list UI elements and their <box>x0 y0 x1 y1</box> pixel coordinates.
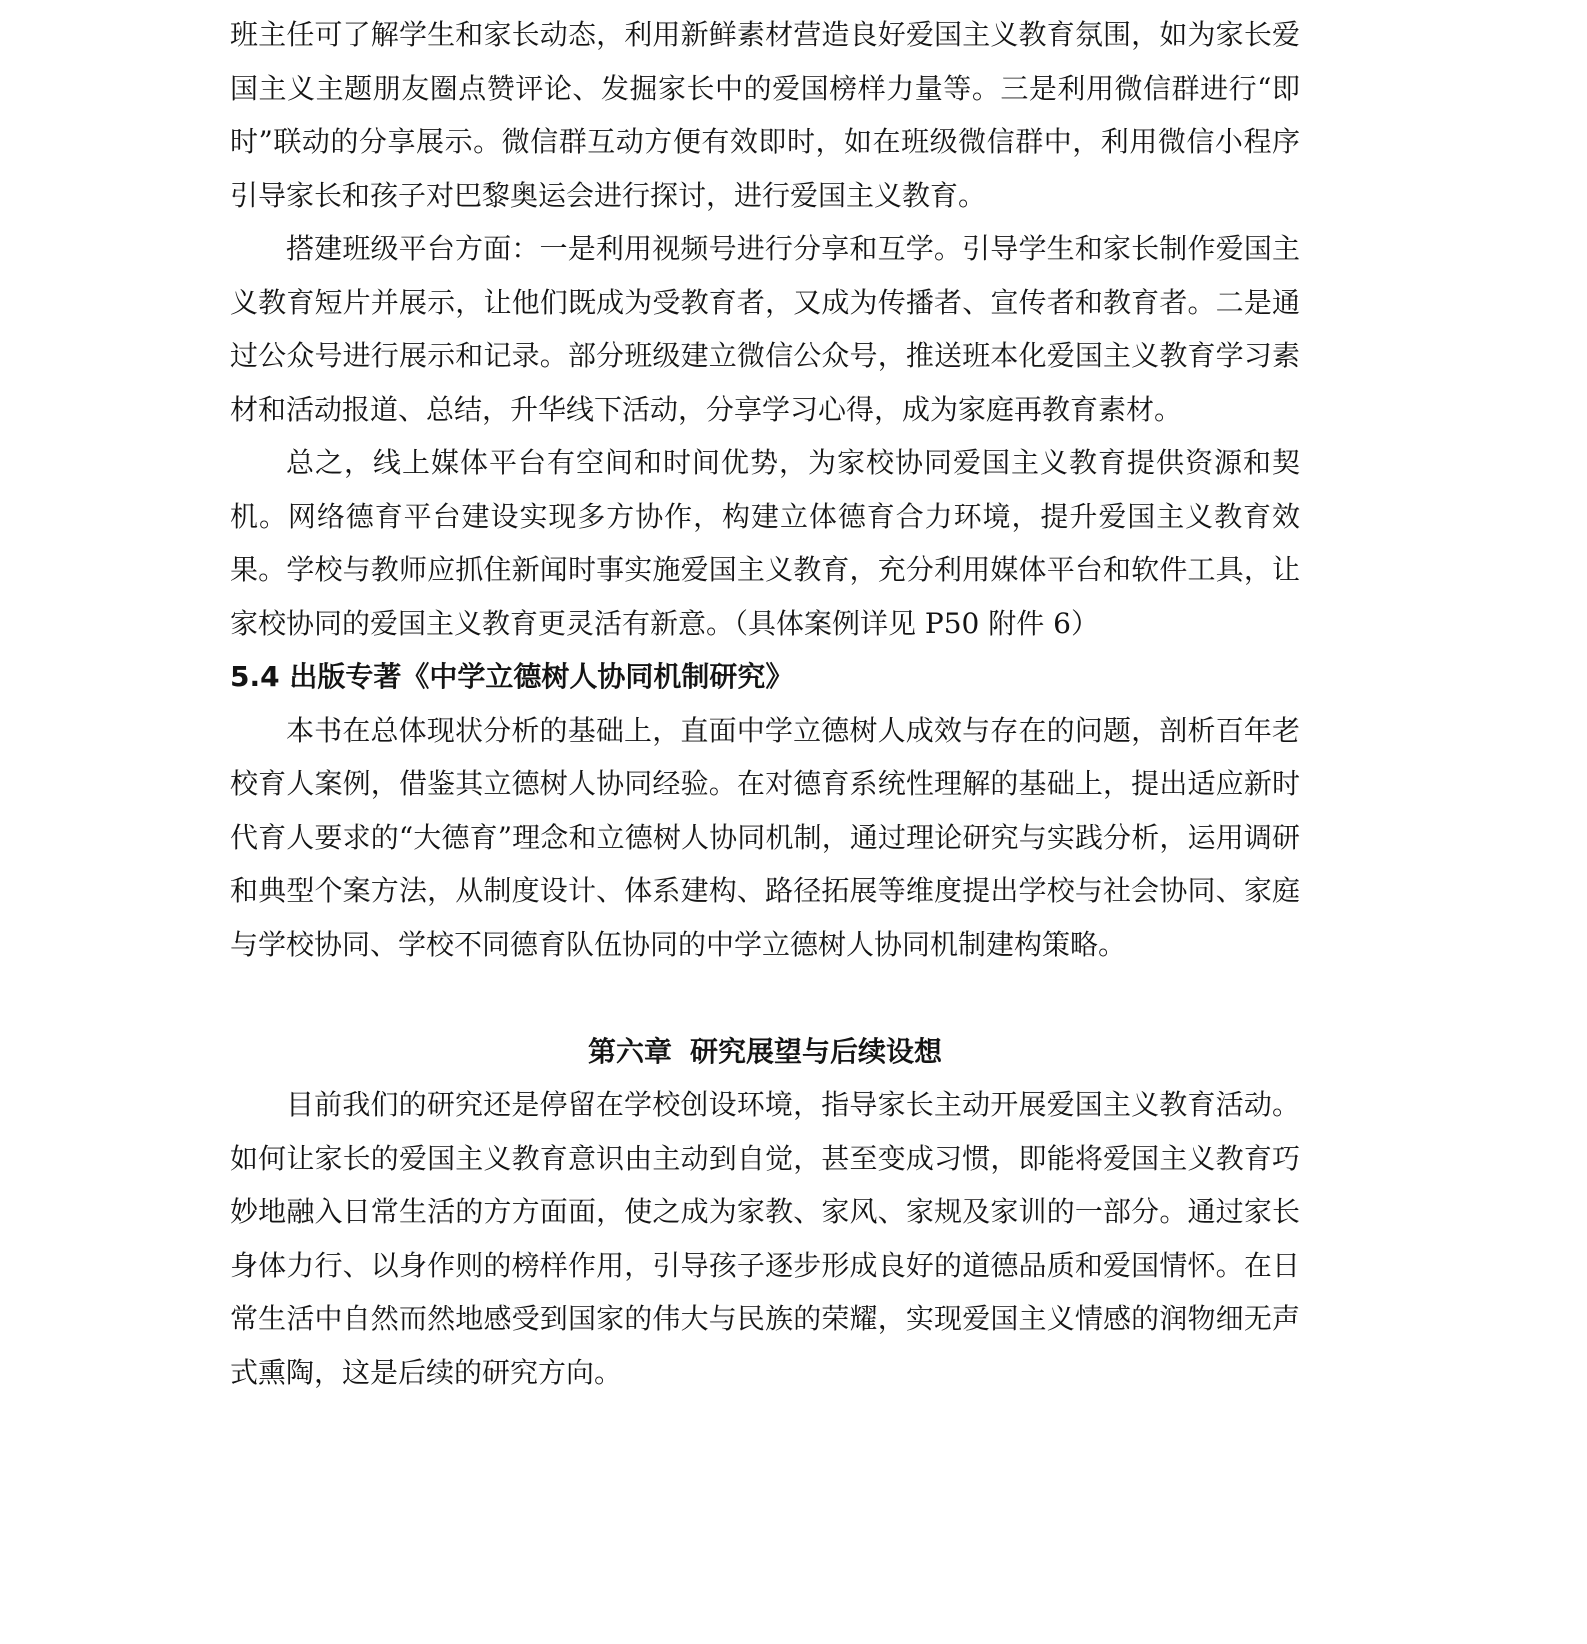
section-heading-5-4: 5.4 出版专著《中学立德树人协同机制研究》 <box>230 660 794 693</box>
paragraph-outlook: 目前我们的研究还是停留在学校创设环境，指导家长主动开展爱国主义教育活动。如何让家长的爱国主义教育意识由主动到自觉，甚至变成习惯，即能将爱国主义教育巧妙地融入日常生活的方方面面，使之成为家教、家风、家规及家训的一部分。通过家长身体力行、以身作则的榜样作用，引导孩子逐步形成良好的道德品质和爱国情怀。在日常生活中自然而然地感受到国家的伟大与民族的荣耀，实现爱国主义情感的润物细无声式熏陶，这是后续的研究方向。 <box>230 1088 1300 1389</box>
blank-line <box>230 971 1300 1025</box>
chapter-title: 研究展望与后续设想 <box>690 1034 943 1068</box>
chapter-heading <box>230 1025 1300 1079</box>
document-page <box>230 8 1300 1399</box>
paragraph-summary: 总之，线上媒体平台有空间和时间优势，为家校协同爱国主义教育提供资源和契机。网络德育平台建设实现多方协作，构建立体德育合力环境，提升爱国主义教育效果。学校与教师应抓住新闻时事实施爱国主义教育，充分利用媒体平台和软件工具，让家校协同的爱国主义教育更灵活有新意。（具体案例详见 P50 附件 6） <box>230 446 1300 640</box>
paragraph-continuation: 班主任可了解学生和家长动态，利用新鲜素材营造良好爱国主义教育氛围，如为家长爱国主义主题朋友圈点赞评论、发掘家长中的爱国榜样力量等。三是利用微信群进行“即时”联动的分享展示。微信群互动方便有效即时，如在班级微信群中，利用微信小程序引导家长和孩子对巴黎奥运会进行探讨，进行爱国主义教育。 <box>230 18 1300 212</box>
chapter-number: 第六章 <box>587 1034 672 1068</box>
paragraph-class-platform: 搭建班级平台方面：一是利用视频号进行分享和互学。引导学生和家长制作爱国主义教育短片并展示，让他们既成为受教育者，又成为传播者、宣传者和教育者。二是通过公众号进行展示和记录。部分班级建立微信公众号，推送班本化爱国主义教育学习素材和活动报道、总结，升华线下活动，分享学习心得，成为家庭再教育素材。 <box>230 232 1300 426</box>
paragraph-book-description: 本书在总体现状分析的基础上，直面中学立德树人成效与存在的问题，剖析百年老校育人案例，借鉴其立德树人协同经验。在对德育系统性理解的基础上，提出适应新时代育人要求的“大德育”理念和立德树人协同机制，通过理论研究与实践分析，运用调研和典型个案方法，从制度设计、体系建构、路径拓展等维度提出学校与社会协同、家庭与学校协同、学校不同德育队伍协同的中学立德树人协同机制建构策略。 <box>230 713 1300 961</box>
